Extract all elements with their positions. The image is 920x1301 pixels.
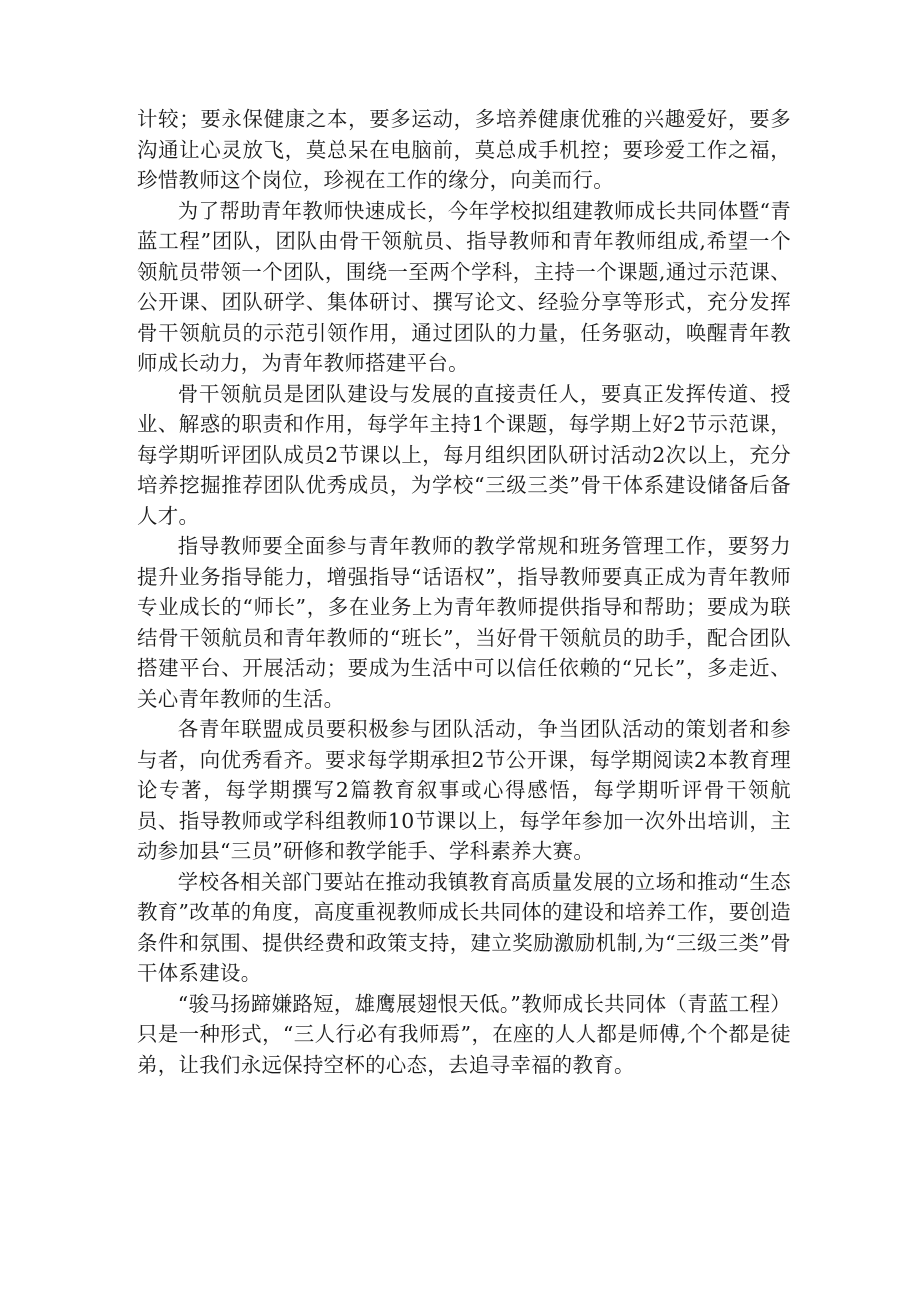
paragraph-backbone-navigators: 骨干领航员是团队建设与发展的直接责任人，要真正发挥传道、授业、解惑的职责和作用，每学年主持1个课题，每学期上好2节示范课，每学期听评团队成员2节课以上，每月组织团队研讨活动2次以上，充分培养挖掘推荐团队优秀成员，为学校“三级三类”骨干体系建设储备后备人才。 <box>137 381 791 528</box>
paragraph-continuation: 计较；要永保健康之本，要多运动，多培养健康优雅的兴趣爱好，要多沟通让心灵放飞，莫总呆在电脑前，莫总成手机控；要珍爱工作之福，珍惜教师这个岗位，珍视在工作的缘分，向美而行。 <box>137 107 791 192</box>
document-body <box>137 104 791 1080</box>
paragraph-school-departments: 学校各相关部门要站在推动我镇教育高质量发展的立场和推动“生态教育”改革的角度，高度重视教师成长共同体的建设和培养工作，要创造条件和氛围、提供经费和政策支持，建立奖励激励机制,为“三级三类”骨干体系建设。 <box>137 869 791 985</box>
paragraph-guiding-teachers: 指导教师要全面参与青年教师的教学常规和班务管理工作，要努力提升业务指导能力，增强指导“话语权”，指导教师要真正成为青年教师专业成长的“师长”，多在业务上为青年教师提供指导和帮助；要成为联结骨干领航员和青年教师的“班长”，当好骨干领航员的助手，配合团队搭建平台、开展活动；要成为生活中可以信任依赖的“兄长”，多走近、关心青年教师的生活。 <box>137 534 791 711</box>
paragraph-closing: “骏马扬蹄嫌路短，雄鹰展翅恨天低。”教师成长共同体（青蓝工程）只是一种形式，“三人行必有我师焉”，在座的人人都是师傅,个个都是徒弟，让我们永远保持空杯的心态，去追寻幸福的教育。 <box>137 991 791 1077</box>
paragraph-youth-members: 各青年联盟成员要积极参与团队活动，争当团队活动的策划者和参与者，向优秀看齐。要求每学期承担2节公开课，每学期阅读2本教育理论专著，每学期撰写2篇教育叙事或心得感悟，每学期听评骨干领航员、指导教师或学科组教师10节课以上，每学年参加一次外出培训，主动参加县“三员”研修和教学能手、学科素养大赛。 <box>137 717 791 863</box>
paragraph-qinglan-project: 为了帮助青年教师快速成长，今年学校拟组建教师成长共同体暨“青蓝工程”团队，团队由骨干领航员、指导教师和青年教师组成,希望一个领航员带领一个团队，围绕一至两个学科，主持一个课题,通过示范课、公开课、团队研学、集体研讨、撰写论文、经验分享等形式，充分发挥骨干领航员的示范引领作用，通过团队的力量，任务驱动，唤醒青年教师成长动力，为青年教师搭建平台。 <box>137 198 791 375</box>
